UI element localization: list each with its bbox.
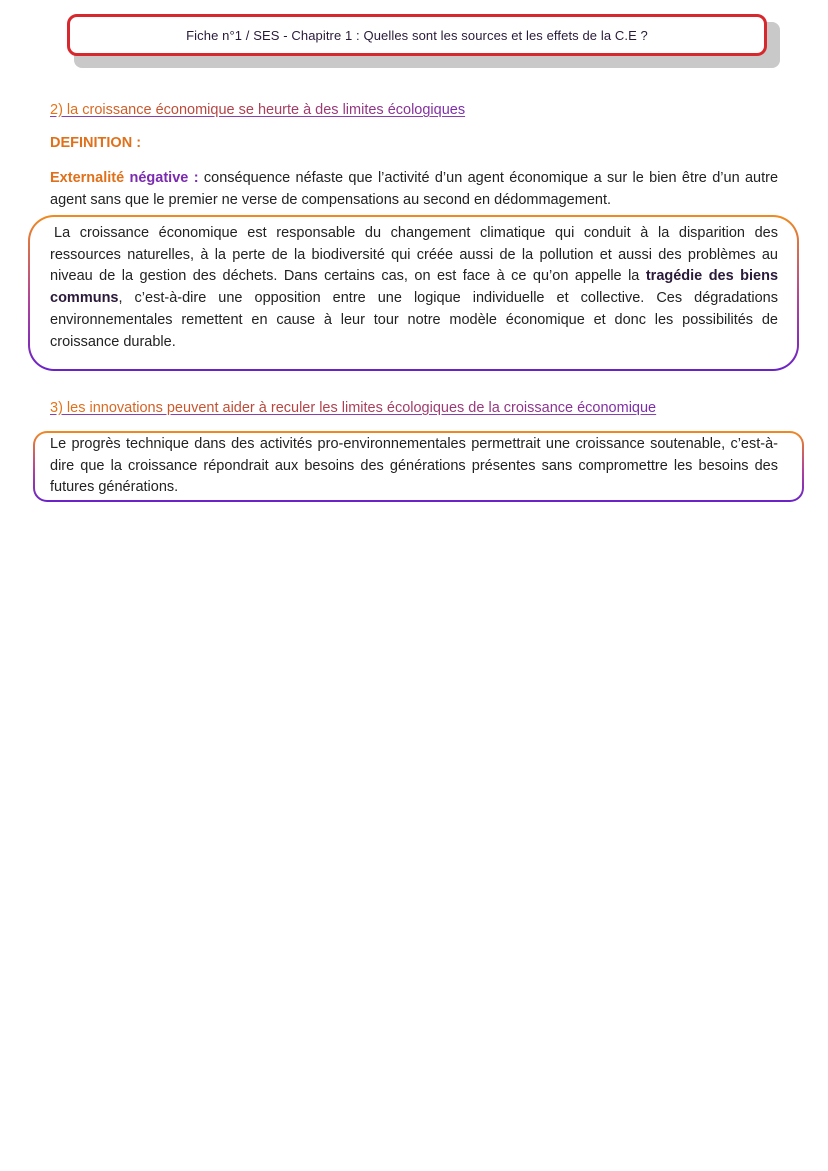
definition-text: conséquence néfaste que l’activité d’un agent économique a sur le bien être d’un autre agent sans que le premier ne verse de compensations au second en dédommagement.: [50, 170, 779, 208]
title-box: [67, 14, 767, 56]
box-bold-term: tragédie des biens communs: [50, 268, 779, 307]
section-2-heading: 2) la croissance économique se heurte à des limites écologiques: [50, 102, 466, 118]
page-title: Fiche n°1 / SES - Chapitre 1 : Quelles sont les sources et les effets de la C.E ?: [186, 27, 648, 43]
section-2-text-box: [28, 215, 799, 371]
term-negative: négative :: [129, 170, 199, 186]
box-text-before: La croissance économique est responsable du changement climatique qui conduit à la disparition des ressources naturelles, à la perte de la biodiversité qui créée aussi de la pollution et aussi des problèmes au niveau de la gestion des déchets. Dans certains cas, on est face à ce qu’on appelle la: [50, 225, 778, 285]
section-3-box-paragraph: Le progrès technique dans des activités pro-environnementales permettrait une croissance soutenable, c’est-à-dire que la croissance répondrait aux besoins des générations présentes sans compromettre les besoins des futures générations.: [50, 436, 778, 496]
definition-label: DEFINITION :: [50, 135, 142, 151]
section-3-heading: 3) les innovations peuvent aider à reculer les limites écologiques de la croissance économique: [50, 400, 657, 416]
section-2-box-paragraph: [50, 223, 778, 353]
term-externalite: Externalité: [50, 170, 125, 186]
section-3-text-box: [33, 431, 804, 502]
definition-paragraph: [50, 168, 778, 211]
box-text-after: , c’est-à-dire une opposition entre une logique individuelle et collective. Ces dégradations environnementales remettent en cause à leur tour notre modèle économique et donc les possibilités de croissance durable.: [50, 290, 778, 350]
